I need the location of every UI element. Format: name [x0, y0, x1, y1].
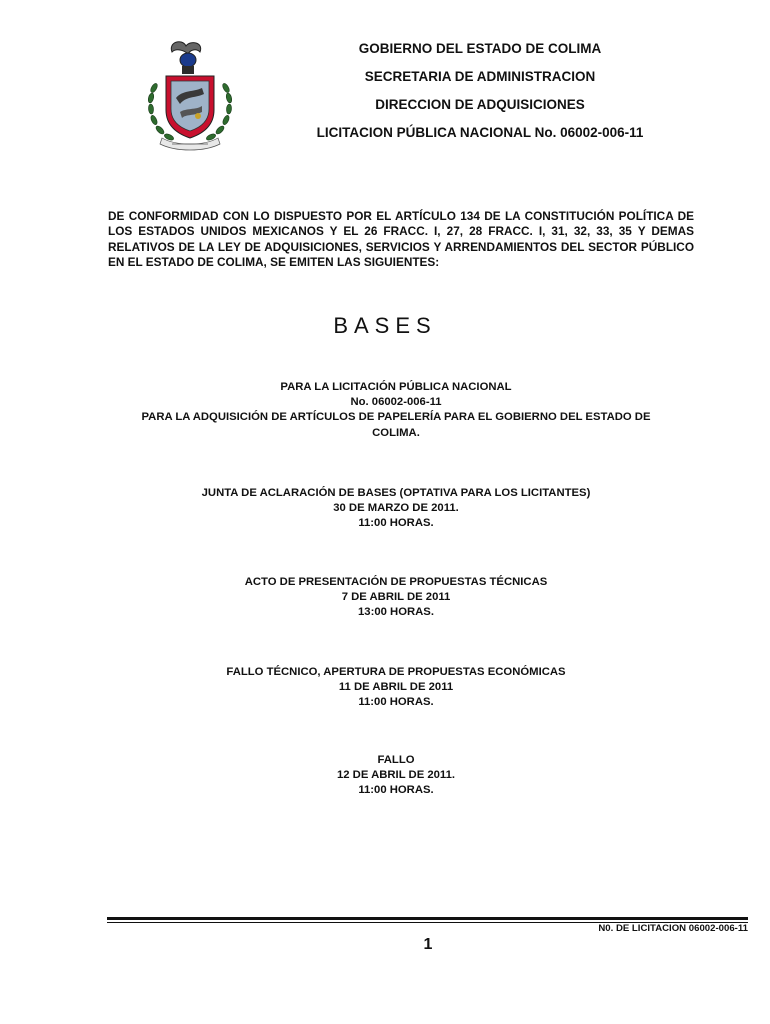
event-fallo [100, 753, 692, 799]
header-direccion: DIRECCION DE ADQUISICIONES [375, 97, 585, 112]
licitacion-number: No. 06002-006-11 [350, 396, 442, 409]
event-date: 12 DE ABRIL DE 2011. [336, 769, 456, 782]
page-number: 1 [423, 936, 433, 953]
licitacion-block [100, 380, 692, 441]
event-time: 11:00 HORAS. [358, 784, 434, 797]
event-date: 7 DE ABRIL DE 2011 [341, 591, 451, 604]
footer-licitacion-label: N0. DE LICITACION 06002-006-11 [598, 923, 748, 934]
footer-divider [107, 917, 748, 920]
licitacion-line: PARA LA ADQUISICIÓN DE ARTÍCULOS DE PAPELERÍA PARA EL GOBIERNO DEL ESTADO DE [141, 411, 651, 424]
event-time: 13:00 HORAS. [358, 606, 434, 619]
bases-title: BASES [333, 313, 437, 338]
licitacion-line: COLIMA. [372, 426, 420, 439]
event-title: ACTO DE PRESENTACIÓN DE PROPUESTAS TÉCNICAS [244, 576, 548, 588]
event-title: FALLO TÉCNICO, APERTURA DE PROPUESTAS ECONÓMICAS [226, 666, 566, 678]
coat-of-arms-icon [142, 38, 238, 154]
licitacion-line: PARA LA LICITACIÓN PÚBLICA NACIONAL [280, 381, 512, 393]
event-date: 11 DE ABRIL DE 2011 [338, 681, 454, 694]
event-date: 30 DE MARZO DE 2011. [333, 502, 459, 515]
header-government: GOBIERNO DEL ESTADO DE COLIMA [358, 41, 602, 56]
event-fallo-tecnico [100, 665, 692, 711]
header-secretaria: SECRETARIA DE ADMINISTRACION [364, 69, 596, 84]
event-title: FALLO [377, 754, 415, 766]
event-junta [100, 486, 692, 532]
event-acto [100, 575, 692, 621]
event-time: 11:00 HORAS. [358, 696, 434, 709]
header-licitacion: LICITACION PÚBLICA NACIONAL No. 06002-006-11 [316, 125, 644, 140]
event-title: JUNTA DE ACLARACIÓN DE BASES (OPTATIVA PARA LOS LICITANTES) [201, 487, 591, 499]
intro-paragraph: DE CONFORMIDAD CON LO DISPUESTO POR EL ARTÍCULO 134 DE LA CONSTITUCIÓN POLÍTICA DE LOS ESTADOS UNIDOS MEXICANOS Y EL 26 FRACC. I, 27, 28 FRACC. I, 31, 32, 33, 35 Y DEMAS RELATIVOS DE LA LEY DE ADQUISICIONES, SERVICIOS Y ARRENDAMIENTOS DEL SECTOR PÚBLICO EN EL ESTADO DE COLIMA, SE EMITEN LAS SIGUIENTES: [108, 209, 694, 269]
event-time: 11:00 HORAS. [358, 517, 434, 530]
